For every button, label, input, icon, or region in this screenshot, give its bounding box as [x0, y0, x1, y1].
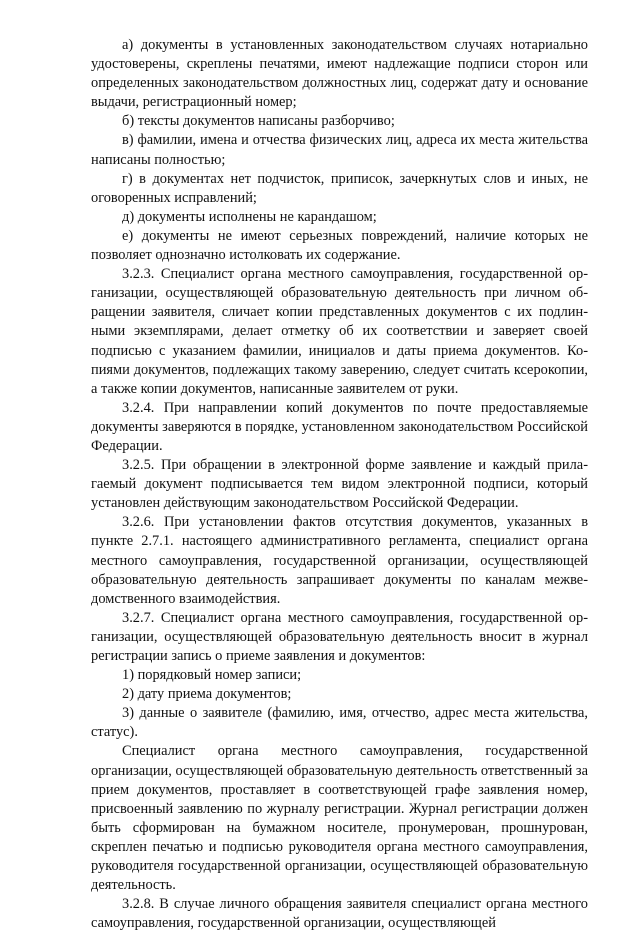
paragraph-3-2-5: 3.2.5. При обращении в электронной форме заявление и каждый прилагаемый документ подписывается тем видом электронной подписи, который установлен действующим законодательством Российской Федерации. [91, 457, 588, 512]
paragraph-3-2-4: 3.2.4. При направлении копий документов по почте предоставляемые документы заверяются в порядке, установленном законодательством Российской Федерации. [91, 399, 588, 454]
list-item-3: 3) данные о заявителе (фамилию, имя, отчество, адрес места жительства, статус). [91, 705, 588, 741]
list-item-1: 1) порядковый номер записи; [122, 667, 302, 684]
paragraph-3-2-8: 3.2.8. В случае личного обращения заявителя специалист органа местного самоуправления, государственной организации, осуществляющей [91, 896, 588, 932]
paragraph-item-g: г) в документах нет подчисток, приписок, зачеркнутых слов и иных, не оговоренных исправлений; [91, 170, 588, 206]
paragraph-item-d: д) документы исполнены не карандашом; [122, 208, 377, 225]
paragraph-item-b: б) тексты документов написаны разборчиво; [122, 113, 395, 130]
paragraph-3-2-7: 3.2.7. Специалист органа местного самоуправления, государственной организации, осуществляющей образовательную деятельность вносит в журнал регистрации запись о приеме заявления и документов: [91, 609, 588, 664]
paragraph-item-v: в) фамилии, имена и отчества физических лиц, адреса их места жительства написаны полностью; [91, 132, 588, 168]
paragraph-3-2-6: 3.2.6. При установлении фактов отсутствия документов, указанных в пункте 2.7.1. настоящего административного регламента, специалист органа местного самоуправления, государственной организации, осуществляющей образовательную деятельность запрашивает документы по каналам межведомственного взаимодействия. [91, 514, 588, 607]
paragraph-3-2-3: 3.2.3. Специалист органа местного самоуправления, государственной организации, осуществляющей образовательную деятельность при личном обращении заявителя, сличает копии представленных документов с их подлинными экземплярами, делает отметку об их соответствии и заверяет своей подписью с указанием фамилии, инициалов и даты приема документов. Копиями документов, подлежащих такому заверению, следует считать ксерокопии, а также копии документов, написанные заявителем от руки. [91, 266, 588, 397]
paragraph-specialist-registration: Специалист органа местного самоуправления, государственной организации, осуществляющей образовательную деятельность ответственный за прием документов, проставляет в соответствующей графе заявления номер, присвоенный заявлению по журналу регистрации. Журнал регистрации должен быть сформирован на бумажном носителе, пронумерован, прошнурован, скреплен печатью и подписью руководителя органа местного самоуправления, руководителя государственной организации, осуществляющей образовательную деятельность. [91, 743, 588, 894]
paragraph-item-a: а) документы в установленных законодательством случаях нотариально удостоверены, скреплены печатями, имеют надлежащие подписи сторон или определенных законодательством должностных лиц, содержат дату и основание выдачи, регистрационный номер; [91, 37, 588, 111]
document-body [91, 36, 588, 933]
list-item-2: 2) дату приема документов; [122, 686, 292, 703]
paragraph-item-e: е) документы не имеют серьезных повреждений, наличие которых не позволяет однозначно истолковать их содержание. [91, 227, 588, 264]
